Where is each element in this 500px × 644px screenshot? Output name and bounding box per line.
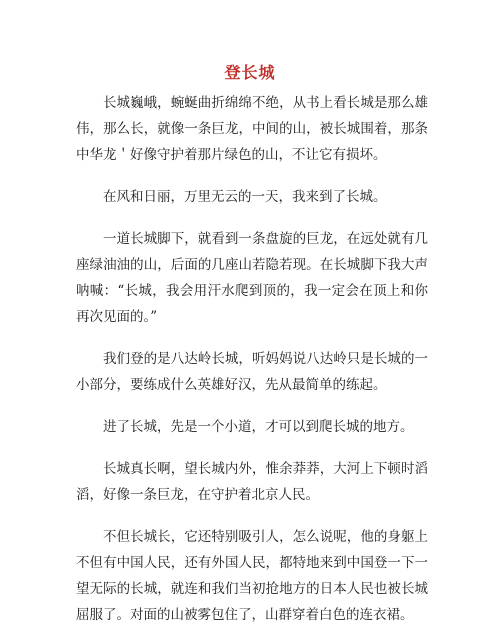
paragraph-7: 不但长城长，它还特别吸引人，怎么说呢，他的身躯上不但有中国人民，还有外国人民，都特地来到中国登一下一望无际的长城，就连和我们当初抢地方的日本人民也被长城屈服了。对面的山被雾包住了，山群穿着白色的连衣裙。 xyxy=(76,529,428,623)
paragraph-5: 进了长城，先是一个小道，才可以到爬长城的地方。 xyxy=(103,419,414,435)
paragraph-1: 长城巍峨，蜿蜒曲折绵绵不绝，从书上看长城是那么雄伟，那么长，就像一条巨龙，中间的山，被长城围着，那条中华龙＇好像守护着那片绿色的山，不让它有损坏。 xyxy=(76,95,428,163)
paragraph-4: 我们登的是八达岭长城，听妈妈说八达岭只是长城的一小部分，要练成什么英雄好汉，先从最简单的练起。 xyxy=(76,351,428,393)
paragraph-2: 在风和日丽，万里无云的一天，我来到了长城。 xyxy=(103,189,387,205)
document-title: 登长城 xyxy=(224,63,276,82)
paragraph-3: 一道长城脚下，就看到一条盘旋的巨龙，在远处就有几座绿油油的山，后面的几座山若隐若现。在长城脚下我大声呐喊：“长城，我会用汗水爬到顶的，我一定会在顶上和你再次见面的。” xyxy=(76,231,428,325)
document-body xyxy=(76,90,428,644)
paragraph-6: 长城真长啊，望长城内外，惟余莽莽，大河上下顿时滔滔，好像一条巨龙，在守护着北京人民。 xyxy=(76,461,428,503)
